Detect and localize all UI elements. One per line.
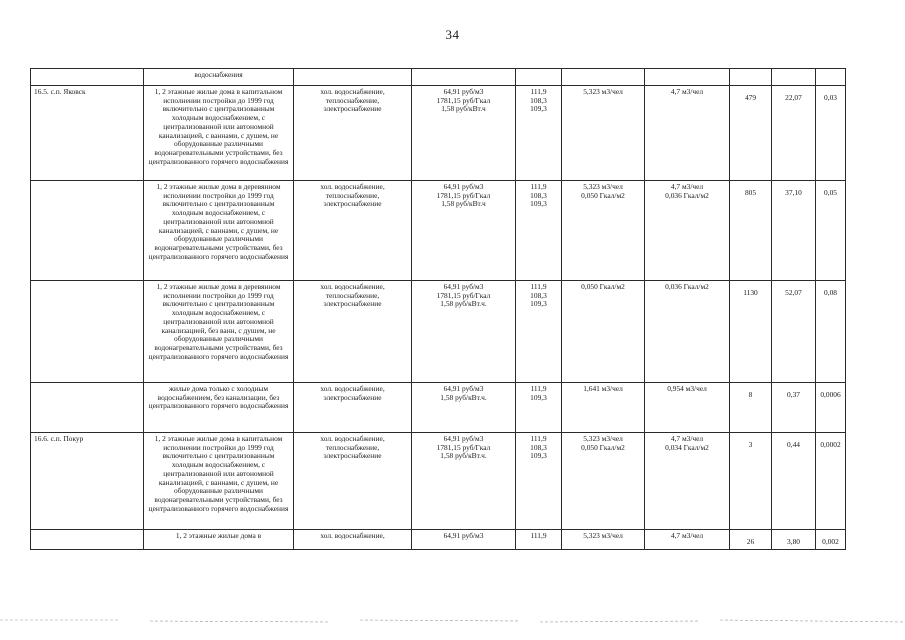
services-cell-line: хол. водоснабжение, <box>320 282 385 291</box>
services-cell-line: хол. водоснабжение, <box>320 531 385 540</box>
value3-cell: 0,03 <box>816 86 846 181</box>
services-cell <box>294 383 412 433</box>
value2-cell: 22,07 <box>772 86 816 181</box>
value1-cell: 805 <box>730 181 772 281</box>
table-row <box>31 530 846 550</box>
tariffs-cell <box>412 433 516 530</box>
percent-cell-line: 108,3 <box>530 190 547 200</box>
value3-cell: 0,0006 <box>816 383 846 433</box>
services-cell <box>294 530 412 550</box>
tariffs-cell <box>412 281 516 383</box>
value3-cell: 0,08 <box>816 281 846 383</box>
value2-cell: 0,44 <box>772 433 816 530</box>
norm1-cell <box>562 281 645 383</box>
tariffs-cell-line: 64,91 руб/м3 <box>443 531 484 540</box>
percent-cell-line: 108,3 <box>530 442 547 452</box>
norm2-cell <box>645 281 730 383</box>
norm2-cell <box>645 433 730 530</box>
description-cell: 1, 2 этажные жилые дома в капитальном исполнении постройки до 1999 год включительно с централизованным холодным водоснабжением, с централизованной или автономной канализацией, с ваннами, с душем, не оборудованные различными водонагревательными устройствами, без централизованного горячего водоснабжения <box>144 433 294 530</box>
tariffs-cell-line: 64,91 руб/м3 <box>443 282 484 291</box>
norm1-cell-line: 5,323 м3/чел <box>583 182 623 191</box>
percent-cell-line: 108,3 <box>530 290 547 300</box>
tariffs-cell-line: 1781,15 руб/Гкал <box>436 290 491 300</box>
tariffs-cell-line: 1,58 руб/кВт.ч <box>441 104 486 114</box>
services-cell-line: электроснабжение <box>323 104 382 114</box>
services-cell <box>294 86 412 181</box>
norm2-cell-line: 0,954 м3/чел <box>667 384 707 393</box>
services-cell-line: электроснабжение <box>323 392 382 402</box>
tariffs-cell-line: 64,91 руб/м3 <box>443 87 484 96</box>
settlement-cell: 16.6. с.п. Покур <box>31 433 144 530</box>
norm2-cell <box>645 383 730 433</box>
services-cell <box>294 281 412 383</box>
norm1-cell-line: 0,050 Гкал/м2 <box>581 282 625 291</box>
value3-cell: 0,0002 <box>816 433 846 530</box>
value3-cell: 0,05 <box>816 181 846 281</box>
services-cell-line: теплоснабжение, <box>325 190 380 200</box>
norm1-cell-line: 0,050 Гкал/м2 <box>581 442 625 452</box>
percent-cell-line: 111,9 <box>530 434 547 443</box>
norm1-cell-line: 5,323 м3/чел <box>583 434 623 443</box>
services-cell-line: теплоснабжение, <box>325 442 380 452</box>
services-cell-line: хол. водоснабжение, <box>320 182 385 191</box>
value1-cell: 479 <box>730 86 772 181</box>
percent-cell <box>516 530 562 550</box>
norm2-cell-line: 0,036 Гкал/м2 <box>665 190 709 200</box>
description-cell: 1, 2 этажные жилые дома в деревянном исполнении постройки до 1999 год включительно с централизованным холодным водоснабжением, с централизованной или автономной канализацией, с ваннами, с душем, не оборудованные различными водонагревательными устройствами, без централизованного горячего водоснабжения <box>144 181 294 281</box>
settlement-cell: 16.5. с.п. Яковск <box>31 86 144 181</box>
tariffs-cell-line: 1,58 руб/кВт.ч. <box>440 392 487 402</box>
tariffs-cell-line: 64,91 руб/м3 <box>443 182 484 191</box>
tariffs-cell <box>412 86 516 181</box>
value2-cell: 0,37 <box>772 383 816 433</box>
tariffs-cell-line: 1781,15 руб/Гкал <box>436 190 491 200</box>
tariffs-cell-line: 1781,15 руб/Гкал <box>436 442 491 452</box>
services-cell <box>294 433 412 530</box>
tariffs-cell <box>412 181 516 281</box>
services-cell-line: теплоснабжение, <box>325 95 380 105</box>
percent-cell-line: 109,3 <box>530 299 547 309</box>
norm2-cell-line: 0,036 Гкал/м2 <box>665 282 709 291</box>
description-cell: водоснабжения <box>144 69 294 86</box>
table-row <box>31 383 846 433</box>
percent-cell <box>516 281 562 383</box>
tariff-table <box>30 68 846 550</box>
services-cell-line: хол. водоснабжение, <box>320 384 385 393</box>
table-row <box>31 181 846 281</box>
tariffs-cell-line: 64,91 руб/м3 <box>443 384 484 393</box>
norm1-cell-line: 1,641 м3/чел <box>583 384 623 393</box>
table-row <box>31 86 846 181</box>
value1-cell: 26 <box>730 530 772 550</box>
services-cell-line: электроснабжение <box>323 299 382 309</box>
value2-cell: 52,07 <box>772 281 816 383</box>
percent-cell-line: 109,3 <box>530 392 547 402</box>
percent-cell-line: 111,9 <box>530 282 547 291</box>
services-cell-line: хол. водоснабжение, <box>320 434 385 443</box>
services-cell-line: электроснабжение <box>323 451 382 461</box>
value2-cell: 3,80 <box>772 530 816 550</box>
percent-cell-line: 111,9 <box>530 531 547 540</box>
tariffs-cell <box>412 383 516 433</box>
tariffs-cell-line: 1781,15 руб/Гкал <box>436 95 491 105</box>
value2-cell: 37,10 <box>772 181 816 281</box>
norm1-cell <box>562 530 645 550</box>
tariffs-cell-line: 1,58 руб/кВт.ч <box>441 199 486 209</box>
percent-cell-line: 109,3 <box>530 451 547 461</box>
percent-cell <box>516 383 562 433</box>
percent-cell-line: 108,3 <box>530 95 547 105</box>
norm2-cell-line: 4,7 м3/чел <box>670 87 704 96</box>
settlement-cell <box>31 181 144 281</box>
value1-cell: 3 <box>730 433 772 530</box>
settlement-cell <box>31 383 144 433</box>
percent-cell-line: 111,9 <box>530 384 547 393</box>
norm2-cell-line: 0,034 Гкал/м2 <box>665 442 709 452</box>
description-cell: жилые дома только с холодным водоснабжением, без канализации, без централизованного горячего водоснабжения <box>144 383 294 433</box>
settlement-cell <box>31 530 144 550</box>
norm2-cell <box>645 86 730 181</box>
description-cell: 1, 2 этажные жилые дома в капитальном исполнении постройки до 1999 год включительно с централизованным холодным водоснабжением, с централизованной или автономной канализацией, с ваннами, с душем, не оборудованные различными водонагревательными устройствами, без централизованного горячего водоснабжения <box>144 86 294 181</box>
norm2-cell-line: 4,7 м3/чел <box>670 182 704 191</box>
services-cell <box>294 181 412 281</box>
table-row <box>31 281 846 383</box>
services-cell-line: теплоснабжение, <box>325 290 380 300</box>
percent-cell-line: 111,9 <box>530 182 547 191</box>
norm2-cell-line: 4,7 м3/чел <box>670 434 704 443</box>
norm1-cell-line: 5,323 м3/чел <box>583 531 623 540</box>
percent-cell <box>516 433 562 530</box>
norm1-cell <box>562 86 645 181</box>
norm1-cell <box>562 433 645 530</box>
tariffs-cell-line: 1,58 руб/кВт.ч. <box>440 299 487 309</box>
tariffs-cell-line: 1,58 руб/кВт.ч. <box>440 451 487 461</box>
scan-artifact-line <box>0 612 905 630</box>
value1-cell: 8 <box>730 383 772 433</box>
settlement-cell <box>31 281 144 383</box>
norm1-cell <box>562 181 645 281</box>
value3-cell: 0,002 <box>816 530 846 550</box>
table-row <box>31 433 846 530</box>
percent-cell-line: 109,3 <box>530 199 547 209</box>
description-cell: 1, 2 этажные жилые дома в деревянном исполнении постройки до 1999 год включительно с централизованным холодным водоснабжением, с централизованной или автономной канализацией, без ванн, с душем, не оборудованные различными водонагревательными устройствами, без централизованного горячего водоснабжения <box>144 281 294 383</box>
norm2-cell <box>645 530 730 550</box>
norm1-cell <box>562 383 645 433</box>
value1-cell: 1130 <box>730 281 772 383</box>
tariffs-cell <box>412 530 516 550</box>
norm1-cell-line: 0,050 Гкал/м2 <box>581 190 625 200</box>
percent-cell-line: 109,3 <box>530 104 547 114</box>
percent-cell <box>516 181 562 281</box>
percent-cell <box>516 86 562 181</box>
table-row-partial <box>31 69 846 86</box>
page-number: 34 <box>445 27 460 42</box>
services-cell-line: электроснабжение <box>323 199 382 209</box>
settlement-cell <box>31 69 144 86</box>
description-cell: 1, 2 этажные жилые дома в <box>144 530 294 550</box>
norm2-cell <box>645 181 730 281</box>
norm1-cell-line: 5,323 м3/чел <box>583 87 623 96</box>
norm2-cell-line: 4,7 м3/чел <box>670 531 704 540</box>
percent-cell-line: 111,9 <box>530 87 547 96</box>
services-cell-line: хол. водоснабжение, <box>320 87 385 96</box>
tariffs-cell-line: 64,91 руб/м3 <box>443 434 484 443</box>
